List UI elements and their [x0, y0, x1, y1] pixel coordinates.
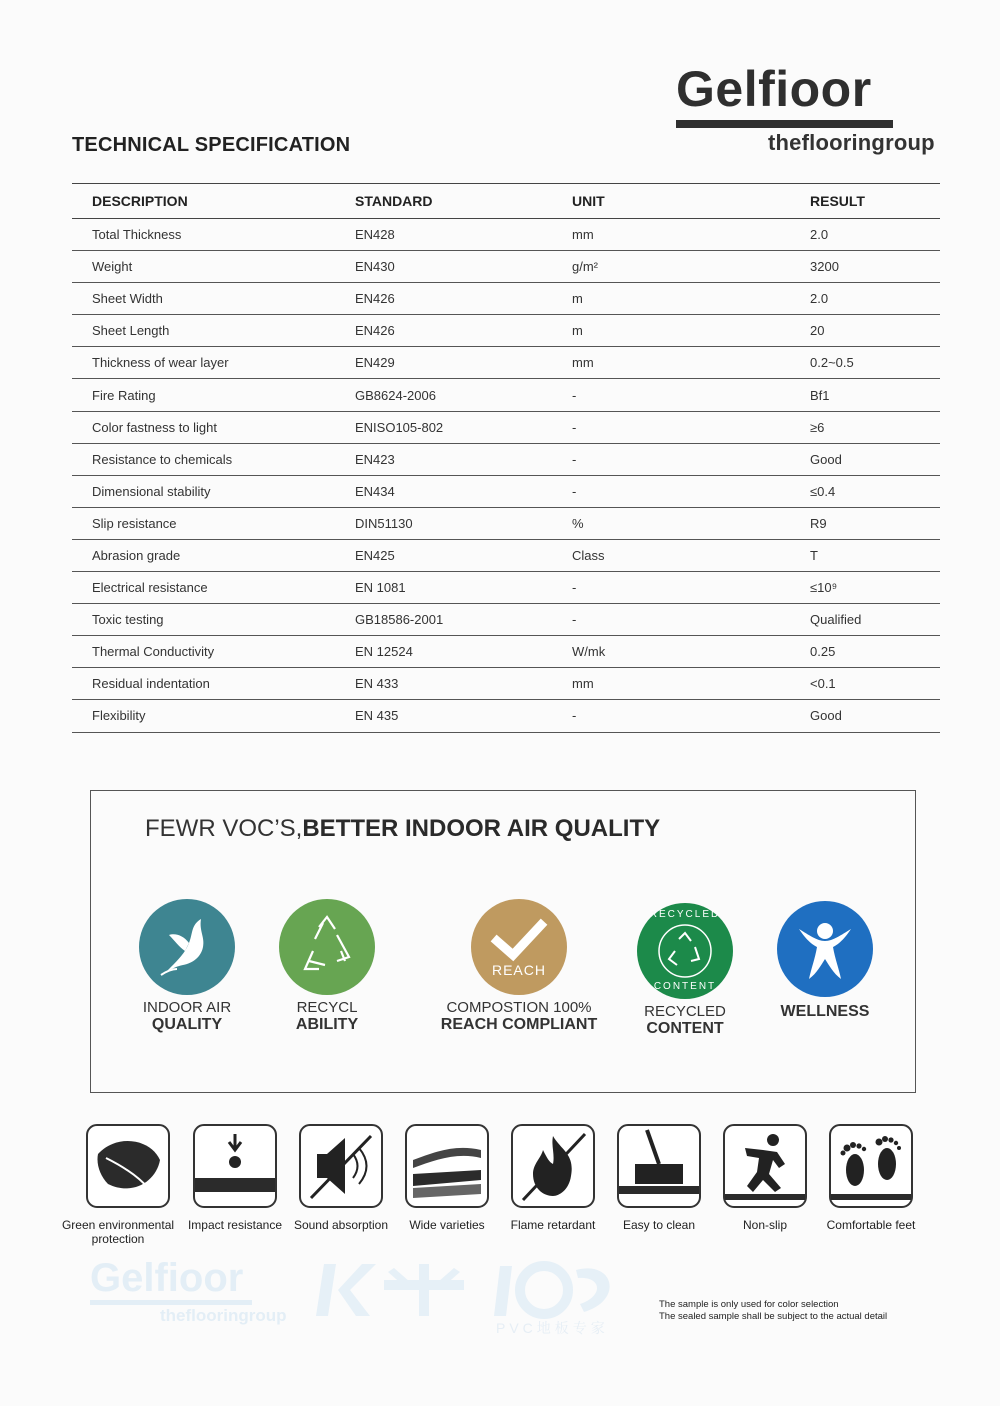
feature-caption-feet: Comfortable feet — [826, 1218, 916, 1232]
column-header-result: RESULT — [810, 184, 940, 219]
checkmark-icon — [471, 899, 567, 995]
feature-wide-varieties — [405, 1124, 489, 1208]
spec-table-header-row — [72, 184, 940, 219]
cell-unit: mm — [572, 219, 810, 251]
feature-flame-retardant — [511, 1124, 595, 1208]
cell-standard: ENISO105-802 — [355, 411, 572, 443]
butterfly-icon — [139, 899, 235, 995]
cell-standard: EN428 — [355, 219, 572, 251]
cell-result: Good — [810, 700, 940, 732]
feature-caption-flame: Flame retardant — [510, 1218, 596, 1232]
cell-unit: - — [572, 411, 810, 443]
watermark-brand-bar — [90, 1300, 252, 1305]
cell-unit: g/m² — [572, 251, 810, 283]
air-quality-title-light: FEWR VOC’S, — [145, 815, 303, 842]
table-row — [72, 251, 940, 283]
cell-result: 3200 — [810, 251, 940, 283]
table-row — [72, 572, 940, 604]
cell-standard: EN423 — [355, 443, 572, 475]
cell-unit: m — [572, 315, 810, 347]
cell-unit: - — [572, 604, 810, 636]
cell-standard: EN425 — [355, 539, 572, 571]
feature-comfortable-feet — [829, 1124, 913, 1208]
cell-unit: - — [572, 572, 810, 604]
column-header-standard: STANDARD — [355, 184, 572, 219]
feature-caption-nonslip: Non-slip — [742, 1218, 787, 1232]
watermark-brand: Gelfioor — [90, 1256, 244, 1300]
watermark-caption: PVC地板专家 — [496, 1320, 609, 1336]
recycled-ring-top: RECYCLED — [649, 909, 721, 920]
cell-result: Qualified — [810, 604, 940, 636]
layers-icon — [405, 1124, 489, 1208]
reach-badge — [471, 899, 567, 995]
recycled-content-caption: RECYCLED CONTENT — [644, 1003, 726, 1037]
spec-table — [72, 183, 940, 733]
table-row — [72, 636, 940, 668]
leaf-icon — [86, 1124, 170, 1208]
cell-standard: EN434 — [355, 475, 572, 507]
cell-description: Resistance to chemicals — [72, 443, 355, 475]
cell-description: Weight — [72, 251, 355, 283]
slipping-person-icon — [723, 1124, 807, 1208]
feature-non-slip — [723, 1124, 807, 1208]
spec-table-body — [72, 219, 940, 733]
indoor-air-quality-badge — [139, 899, 235, 995]
table-row — [72, 604, 940, 636]
table-row — [72, 315, 940, 347]
cell-standard: GB18586-2001 — [355, 604, 572, 636]
feature-green-protection — [86, 1124, 170, 1208]
cell-standard: EN 12524 — [355, 636, 572, 668]
footer-note — [659, 1299, 887, 1322]
footer-note-line2: The sealed sample shall be subject to the actual detail — [659, 1310, 888, 1322]
cell-standard: EN 1081 — [355, 572, 572, 604]
cell-description: Sheet Width — [72, 283, 355, 315]
cell-unit: m — [572, 283, 810, 315]
feature-caption-green: Green environmental protection — [61, 1218, 175, 1246]
broom-icon — [617, 1124, 701, 1208]
cell-standard: EN426 — [355, 283, 572, 315]
cell-result: 0.25 — [810, 636, 940, 668]
air-quality-title — [145, 815, 660, 843]
cell-unit: - — [572, 475, 810, 507]
cell-unit: mm — [572, 347, 810, 379]
recyclability-caption: RECYCL ABILITY — [295, 999, 359, 1033]
table-row — [72, 411, 940, 443]
table-row — [72, 700, 940, 732]
table-row — [72, 507, 940, 539]
cell-description: Dimensional stability — [72, 475, 355, 507]
cell-standard: DIN51130 — [355, 507, 572, 539]
speaker-mute-icon — [299, 1124, 383, 1208]
table-row — [72, 379, 940, 411]
table-row — [72, 539, 940, 571]
cell-description: Toxic testing — [72, 604, 355, 636]
cell-result: 20 — [810, 315, 940, 347]
recyclability-badge — [279, 899, 375, 995]
air-quality-panel — [90, 790, 916, 1093]
recycle-icon — [279, 899, 375, 995]
cell-result: 2.0 — [810, 283, 940, 315]
watermark-brand-subtitle: theflooringroup — [160, 1306, 287, 1325]
table-row — [72, 668, 940, 700]
air-quality-title-bold: BETTER INDOOR AIR QUALITY — [302, 815, 661, 842]
cell-description: Color fastness to light — [72, 411, 355, 443]
cell-description: Abrasion grade — [72, 539, 355, 571]
cell-description: Total Thickness — [72, 219, 355, 251]
cell-unit: W/mk — [572, 636, 810, 668]
cell-result: <0.1 — [810, 668, 940, 700]
cell-result: ≤10⁹ — [810, 572, 940, 604]
wellness-caption: WELLNESS — [780, 1003, 870, 1020]
cell-unit: mm — [572, 668, 810, 700]
table-row — [72, 347, 940, 379]
cell-description: Fire Rating — [72, 379, 355, 411]
feature-impact-resistance — [193, 1124, 277, 1208]
table-row — [72, 475, 940, 507]
cell-unit: - — [572, 379, 810, 411]
feature-sound-absorption — [299, 1124, 383, 1208]
cell-description: Thickness of wear layer — [72, 347, 355, 379]
recycled-ring-bottom: CONTENT — [653, 981, 717, 992]
column-header-unit: UNIT — [572, 184, 810, 219]
reach-badge-label: REACH — [491, 962, 546, 978]
cell-result: ≥6 — [810, 411, 940, 443]
cell-result: ≤0.4 — [810, 475, 940, 507]
cell-description: Residual indentation — [72, 668, 355, 700]
wellness-badge — [777, 901, 873, 997]
cell-description: Sheet Length — [72, 315, 355, 347]
page-title: TECHNICAL SPECIFICATION — [72, 134, 351, 156]
watermark-logo-marks — [314, 1260, 634, 1320]
cell-standard: EN426 — [355, 315, 572, 347]
footprints-icon — [829, 1124, 913, 1208]
table-row — [72, 443, 940, 475]
cell-standard: EN429 — [355, 347, 572, 379]
brand-logo-bar — [676, 120, 893, 128]
column-header-description: DESCRIPTION — [72, 184, 355, 219]
cell-result: Good — [810, 443, 940, 475]
recycled-content-badge — [637, 903, 733, 999]
cell-result: Bf1 — [810, 379, 940, 411]
cell-standard: EN 435 — [355, 700, 572, 732]
cell-result: T — [810, 539, 940, 571]
brand-logo-subtitle: theflooringroup — [768, 130, 935, 155]
cell-description: Slip resistance — [72, 507, 355, 539]
cell-standard: GB8624-2006 — [355, 379, 572, 411]
indoor-air-quality-caption: INDOOR AIR QUALITY — [142, 999, 232, 1033]
feature-caption-impact: Impact resistance — [187, 1218, 283, 1232]
feature-caption-varieties: Wide varieties — [409, 1218, 485, 1232]
flame-icon — [511, 1124, 595, 1208]
cell-unit: % — [572, 507, 810, 539]
cell-unit: - — [572, 443, 810, 475]
cell-standard: EN430 — [355, 251, 572, 283]
reach-caption: COMPOSTION 100% REACH COMPLIANT — [440, 999, 598, 1033]
cell-unit: - — [572, 700, 810, 732]
cell-standard: EN 433 — [355, 668, 572, 700]
feature-caption-sound: Sound absorption — [293, 1218, 389, 1232]
table-row — [72, 219, 940, 251]
footer-note-line1: The sample is only used for color selection — [659, 1299, 839, 1310]
cell-description: Electrical resistance — [72, 572, 355, 604]
feature-easy-to-clean — [617, 1124, 701, 1208]
cell-unit: Class — [572, 539, 810, 571]
cell-result: 2.0 — [810, 219, 940, 251]
cell-description: Flexibility — [72, 700, 355, 732]
cell-result: 0.2~0.5 — [810, 347, 940, 379]
brand-logo-name: Gelfioor — [676, 61, 872, 117]
cell-description: Thermal Conductivity — [72, 636, 355, 668]
table-row — [72, 283, 940, 315]
impact-icon — [193, 1124, 277, 1208]
cell-result: R9 — [810, 507, 940, 539]
person-icon — [777, 901, 873, 997]
feature-caption-clean: Easy to clean — [622, 1218, 696, 1232]
